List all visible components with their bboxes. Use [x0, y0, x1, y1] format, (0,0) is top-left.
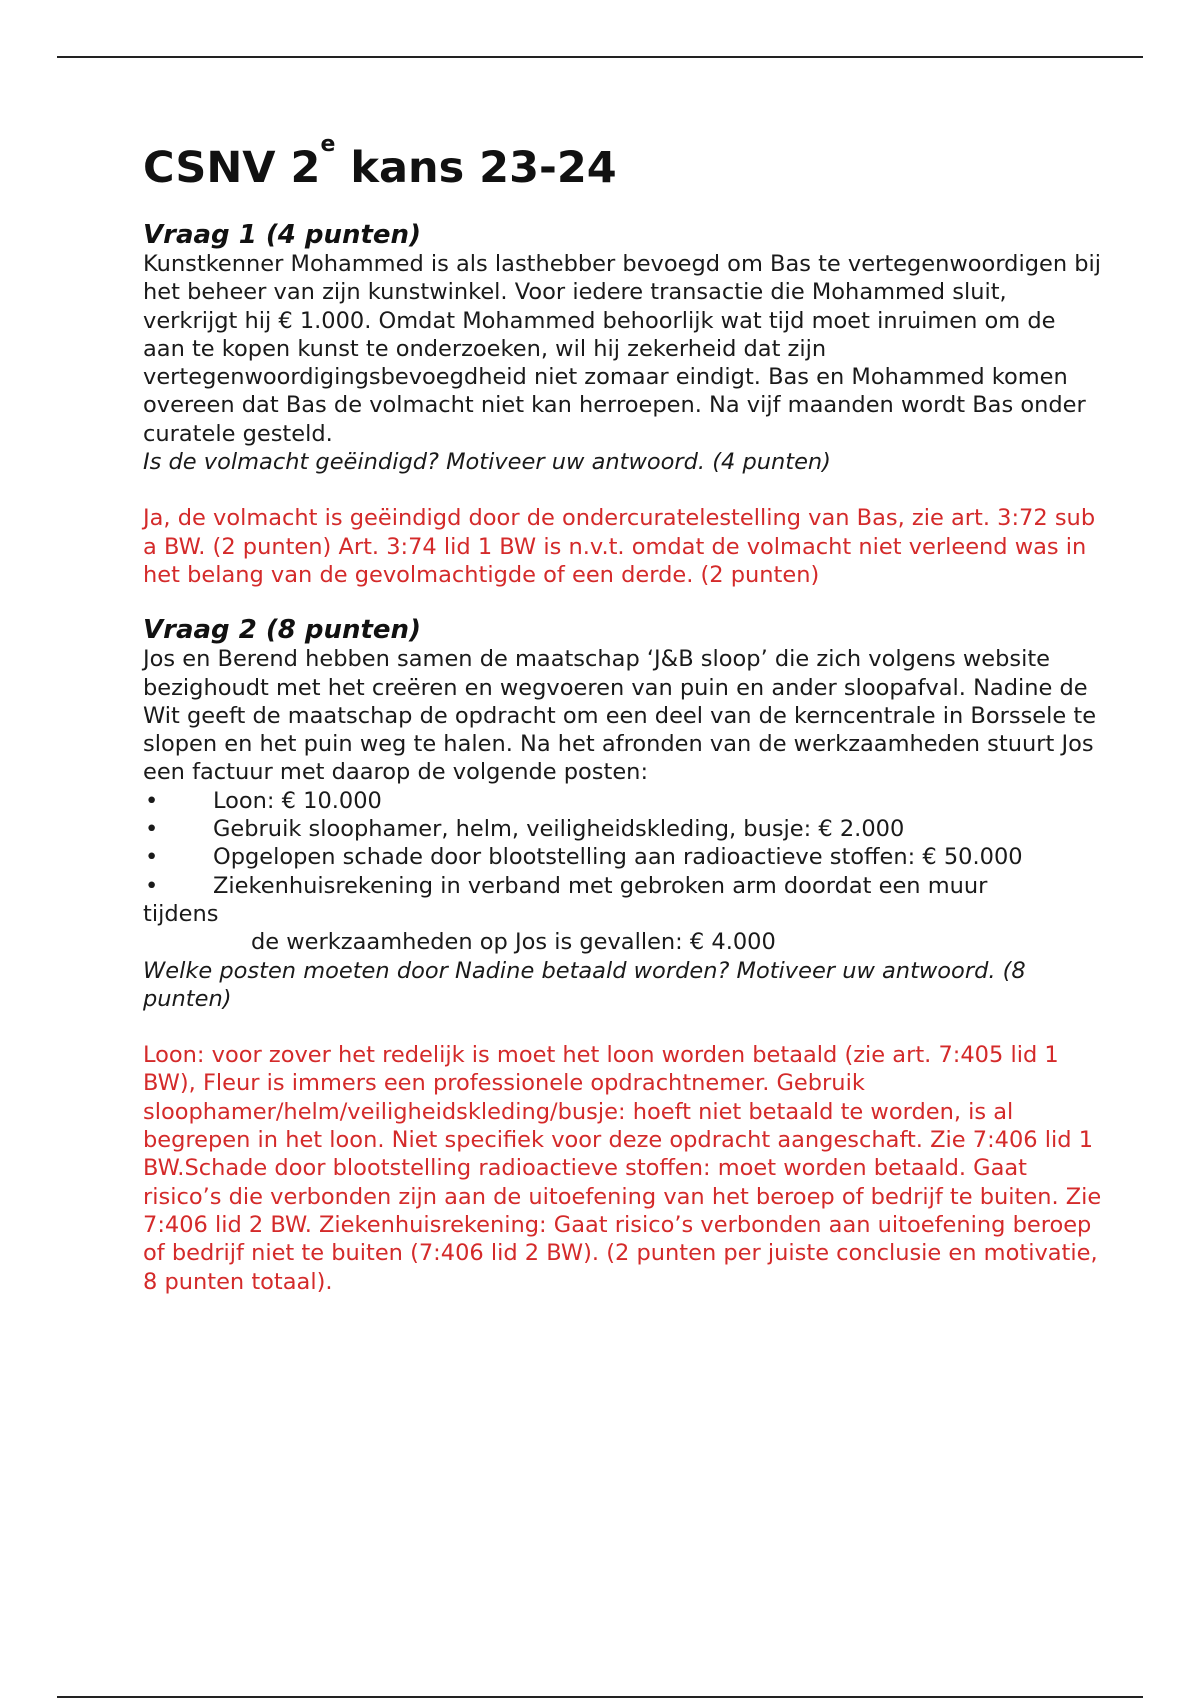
list-item: • Gebruik sloophamer, helm, veiligheidskleding, busje: € 2.000 [145, 816, 905, 843]
title-main: CSNV 2 [143, 143, 321, 193]
title-rest: kans 23-24 [335, 143, 617, 193]
question-2-prompt: Welke posten moeten door Nadine betaald worden? Motiveer uw antwoord. (8 punten) [143, 957, 1026, 1012]
question-2 [143, 615, 1103, 1296]
list-item: • Loon: € 10.000 [145, 787, 382, 814]
bullet: • [145, 787, 159, 814]
list-item-wrap: tijdens [143, 900, 219, 927]
page-title [143, 132, 1103, 196]
top-rule [57, 56, 1143, 58]
question-1-prompt: Is de volmacht geëindigd? Motiveer uw antwoord. (4 punten) [143, 449, 831, 476]
invoice-items-list [143, 787, 1103, 900]
question-1-text: Kunstkenner Mohammed is als lasthebber bevoegd om Bas te vertegenwoordigen bij het beheer van zijn kunstwinkel. Voor iedere transactie die Mohammed sluit, verkrijgt hij € 1.000. Omdat Mohammed behoorlijk wat tijd moet inruimen om de aan te kopen kunst te onderzoeken, wil hij zekerheid dat zijn vertegenwoordigingsbevoegdheid niet zomaar eindigt. Bas en Mohammed komen overeen dat Bas de volmacht niet kan herroepen. Na vijf maanden wordt Bas onder curatele gesteld. [143, 251, 1102, 447]
bullet: • [145, 844, 159, 871]
question-2-text: Jos en Berend hebben samen de maatschap ‘J&B sloop’ die zich volgens website bezighoudt met het creëren en wegvoeren van puin en ander sloopafval. Nadine de Wit geeft de maatschap de opdracht om een deel van de kerncentrale in Borssele te slopen en het puin weg te halen. Na het afronden van de werkzaamheden stuurt Jos een factuur met daarop de volgende posten: [143, 646, 1097, 786]
question-1-heading: Vraag 1 (4 punten) [143, 220, 421, 250]
list-item-continuation: de werkzaamheden op Jos is gevallen: € 4.000 [251, 929, 776, 956]
question-1 [143, 220, 1103, 589]
question-1-answer: Ja, de volmacht is geëindigd door de ondercuratelestelling van Bas, zie art. 3:72 sub a BW. (2 punten) Art. 3:74 lid 1 BW is n.v.t. omdat de volmacht niet verleend was in het belang van de gevolmachtigde of een derde. (2 punten) [143, 505, 1096, 588]
list-item: • Ziekenhuisrekening in verband met gebroken arm doordat een muur [145, 872, 988, 899]
question-2-answer: Loon: voor zover het redelijk is moet het loon worden betaald (zie art. 7:405 lid 1 BW), Fleur is immers een professionele opdrachtnemer. Gebruik sloophamer/helm/veiligheidskleding/busje: hoeft niet betaald te worden, is al begrepen in het loon. Niet specifiek voor deze opdracht aangeschaft. Zie 7:406 lid 1 BW.Schade door blootstelling radioactieve stoffen: moet worden betaald. Gaat risico’s die verbonden zijn aan de uitoefening van het beroep of bedrijf te buiten. Zie 7:406 lid 2 BW. Ziekenhuisrekening: Gaat risico’s verbonden aan uitoefening beroep of bedrijf niet te buiten (7:406 lid 2 BW). (2 punten per juiste conclusie en motivatie, 8 punten totaal). [143, 1042, 1102, 1295]
bullet: • [145, 872, 159, 899]
spacer [143, 476, 1103, 504]
title-superscript: e [320, 132, 336, 157]
document-body [143, 132, 1103, 1296]
list-item: • Opgelopen schade door blootstelling aan radioactieve stoffen: € 50.000 [145, 844, 1023, 871]
spacer [143, 1013, 1103, 1041]
bottom-rule [57, 1696, 1143, 1698]
question-2-heading: Vraag 2 (8 punten) [143, 615, 421, 646]
bullet: • [145, 816, 159, 843]
